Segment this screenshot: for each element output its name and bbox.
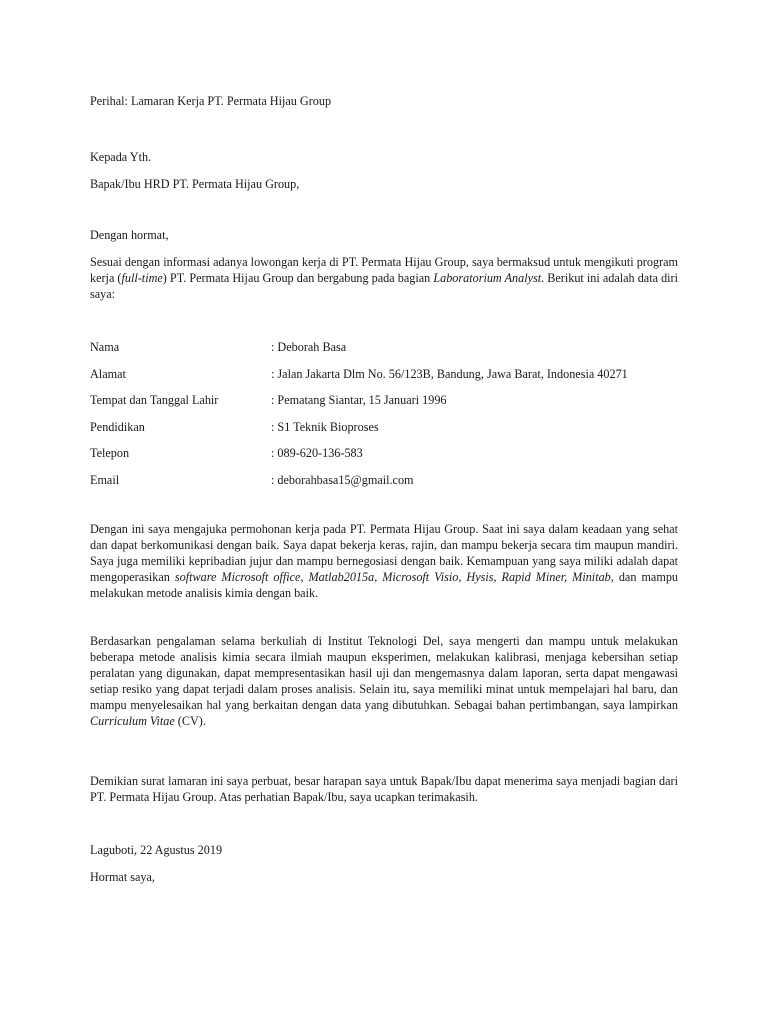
experience-paragraph [90,633,678,729]
recipient-name: Bapak/Ibu HRD PT. Permata Hijau Group, [90,177,300,191]
detail-row-nama [90,339,678,366]
intro-text-italic-2: Laboratorium Analyst [433,271,542,285]
detail-value: : S1 Teknik Bioproses [271,419,379,434]
place-date: Laguboti, 22 Agustus 2019 [90,843,223,857]
intro-text-2: ) PT. Permata Hijau Group dan bergabung pada bagian [162,271,434,285]
detail-label: Tempat dan Tanggal Lahir [90,393,219,408]
recipient-salutation: Kepada Yth. [90,150,152,164]
detail-row-ttl [90,392,678,419]
detail-value: : 089-620-136-583 [271,446,363,461]
detail-value: : Deborah Basa [271,340,347,354]
experience-cv-italic: Curriculum Vitae [90,714,175,728]
detail-label: Email [90,472,120,487]
skills-text-1: Dengan ini saya mengajuka permohonan kerja pada PT. Permata Hijau Group. Saat ini saya dalam keadaan yang sehat dan dapat berkomunikasi dengan baik. Saya dapat bekerja keras, rajin, dan mampu bekerja secara tim maupun mandiri. Saya juga memiliki kepribadian jujur dan mampu bernegosiasi dengan baik. Kemampuan yang saya miliki adalah dapat mengoperasikan [90,522,678,584]
experience-text-2: (CV). [174,714,206,728]
intro-text-3: . Berikut ini adalah data diri saya: [90,271,678,301]
experience-text-1: Berdasarkan pengalaman selama berkuliah di Institut Teknologi Del, saya mengerti dan mampu untuk melakukan beberapa metode analisis kimia secara ilmiah maupun eksperimen, melakukan kalibrasi, menjaga kebersihan setiap peralatan yang digunakan, dapat mempresentasikan hasil uji dan mengemasnya dalam laporan, serta dapat mengawasi setiap resiko yang dapat terjadi dalam proses analisis. Selain itu, saya memiliki minat untuk mempelajari hal baru, dan mampu menyelesaikan hal yang berkaitan dengan data yang dibutuhkan. Sebagai bahan pertimbangan, saya lampirkan [90,634,678,712]
detail-row-alamat [90,366,678,393]
personal-details [90,339,678,499]
detail-label: Pendidikan [90,419,145,434]
skills-software-list: software Microsoft office, Matlab2015a, Microsoft Visio, Hysis, Rapid Miner, Minitab, [174,570,614,584]
letter-subject: Perihal: Lamaran Kerja PT. Permata Hijau Group [90,94,332,108]
closing-salutation: Hormat saya, [90,870,155,884]
detail-label: Telepon [90,446,130,461]
skills-paragraph [90,521,678,601]
intro-text-1: Sesuai dengan informasi adanya lowongan kerja di PT. Permata Hijau Group, saya bermaksud untuk mengikuti program kerja ( [90,255,678,285]
detail-row-telepon [90,445,678,472]
detail-value: : Pematang Siantar, 15 Januari 1996 [271,393,447,408]
detail-row-pendidikan [90,419,678,446]
skills-text-2: dan mampu melakukan metode analisis kimia dengan baik. [90,570,679,600]
detail-row-email [90,472,678,499]
detail-label: Nama [90,340,120,354]
intro-text-italic-1: full-time [121,271,163,285]
intro-paragraph [90,254,678,302]
detail-value: : Jalan Jakarta Dlm No. 56/123B, Bandung, Jawa Barat, Indonesia 40271 [271,366,628,381]
greeting: Dengan hormat, [90,228,169,242]
detail-value: : deborahbasa15@gmail.com [271,472,414,487]
detail-label: Alamat [90,366,126,381]
closing-paragraph: Demikian surat lamaran ini saya perbuat, besar harapan saya untuk Bapak/Ibu dapat menerima saya menjadi bagian dari PT. Permata Hijau Group. Atas perhatian Bapak/Ibu, saya ucapkan terimakasih. [90,774,678,804]
